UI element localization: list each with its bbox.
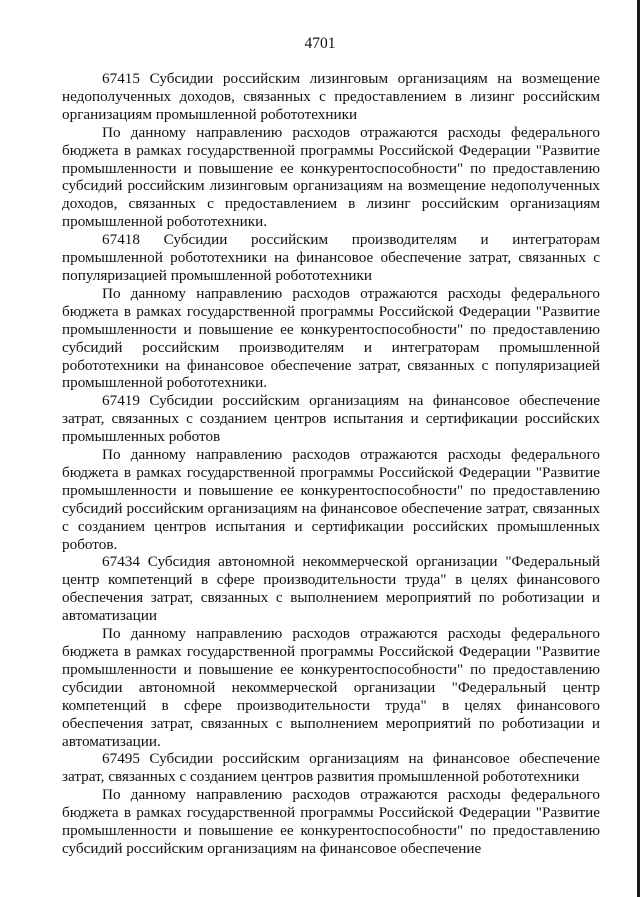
section-heading-67419: 67419 Субсидии российским организациям на финансовое обеспечение затрат, связанных с созданием центров испытания и сертификации российских промышленных роботов [62, 392, 600, 446]
section-heading-67415: 67415 Субсидии российским лизинговым организациям на возмещение недополученных доходов, связанных с предоставлением в лизинг российским организациям промышленной робототехники [62, 70, 600, 123]
section-description-67418: По данному направлению расходов отражаются расходы федерального бюджета в рамках государственной программы Российской Федерации "Развитие промышленности и повышение ее конкурентоспособности" по предоставлению субсидий российским производителям и интеграторам промышленной робототехники на финансовое обеспечение затрат, связанных с популяризацией промышленной робототехники. [62, 284, 600, 392]
page-number: 4701 [304, 35, 336, 52]
section-heading-67418: 67418 Субсидии российским производителям и интеграторам промышленной робототехники на финансовое обеспечение затрат, связанных с популяризацией промышленной робототехники [62, 231, 600, 284]
section-description-67419: По данному направлению расходов отражаются расходы федерального бюджета в рамках государственной программы Российской Федерации "Развитие промышленности и повышение ее конкурентоспособности" по предоставлению субсидий российским организациям на финансовое обеспечение затрат, связанных с созданием центров испытания и сертификации российских промышленных роботов. [62, 446, 600, 553]
section-heading-67434: 67434 Субсидия автономной некоммерческой организации "Федеральный центр компетенций в сфере производительности труда" в целях финансового обеспечения затрат, связанных с выполнением мероприятий по роботизации и автоматизации [62, 553, 600, 625]
section-description-67434: По данному направлению расходов отражаются расходы федерального бюджета в рамках государственной программы Российской Федерации "Развитие промышленности и повышение ее конкурентоспособности" по предоставлению субсидии автономной некоммерческой организации "Федеральный центр компетенций в сфере производительности труда" в целях финансового обеспечения затрат, связанных с выполнением мероприятий по роботизации и автоматизации. [62, 625, 600, 750]
section-heading-67495: 67495 Субсидии российским организациям на финансовое обеспечение затрат, связанных с созданием центров развития промышленной робототехники [62, 750, 600, 786]
document-body [62, 70, 600, 858]
section-description-67495: По данному направлению расходов отражаются расходы федерального бюджета в рамках государственной программы Российской Федерации "Развитие промышленности и повышение ее конкурентоспособности" по предоставлению субсидий российским организациям на финансовое обеспечение [62, 786, 600, 857]
section-description-67415: По данному направлению расходов отражаются расходы федерального бюджета в рамках государственной программы Российской Федерации "Развитие промышленности и повышение ее конкурентоспособности" по предоставлению субсидий российским лизинговым организациям на возмещение недополученных доходов, связанных с предоставлением в лизинг российским организациям промышленной робототехники. [62, 123, 600, 231]
